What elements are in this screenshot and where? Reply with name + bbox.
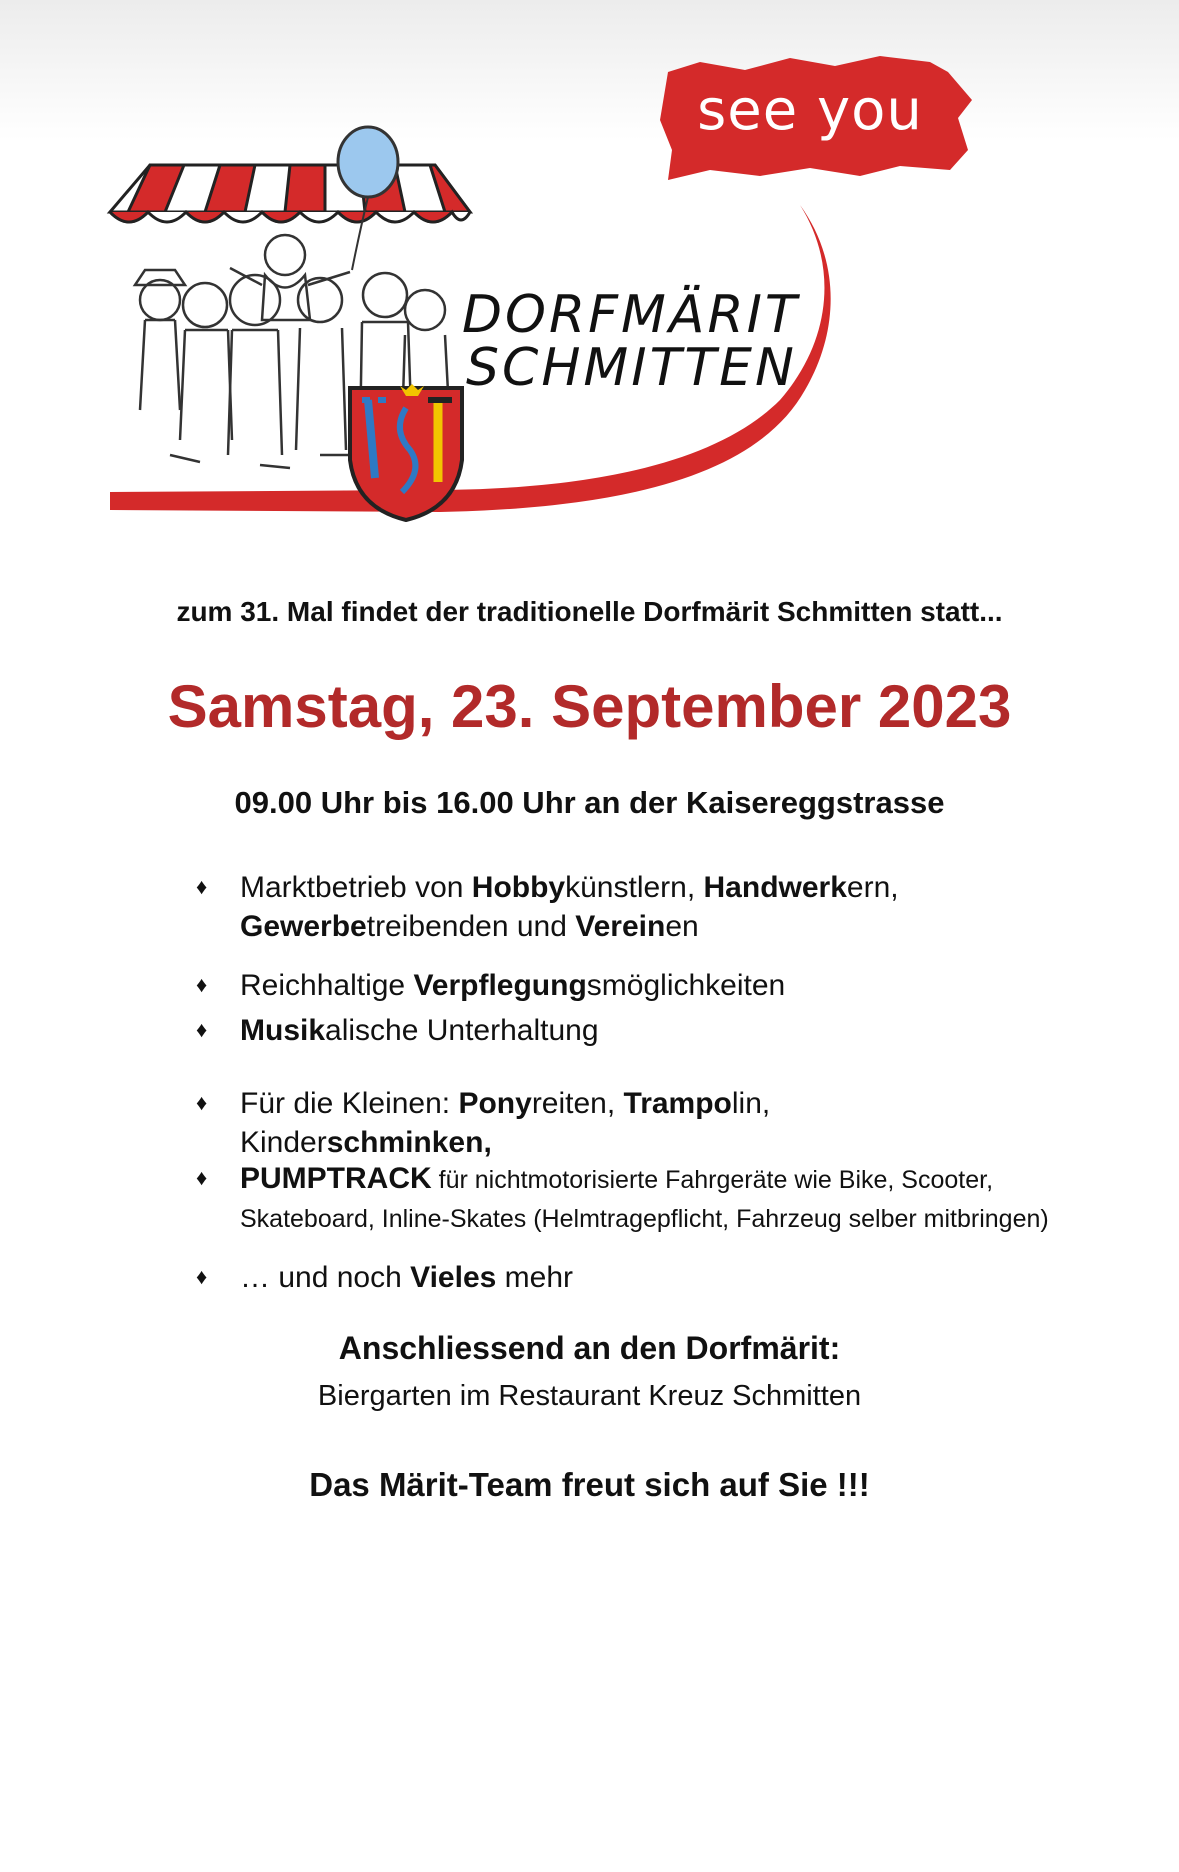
after-market-title: Anschliessend an den Dorfmärit: — [338, 1330, 841, 1366]
event-date: Samstag, 23. September 2023 — [167, 673, 1012, 740]
bullet-icon: ♦ — [196, 874, 208, 899]
intro-text: zum 31. Mal findet der traditionelle Dorfmärit Schmitten statt... — [176, 596, 1003, 627]
event-time-location: 09.00 Uhr bis 16.00 Uhr an der Kaisereggstrasse — [234, 785, 945, 820]
feature-text: PUMPTRACK für nichtmotorisierte Fahrgeräte wie Bike, Scooter, Skateboard, Inline-Skates (Helmtragepflicht, Fahrzeug selber mitbringen) — [240, 1162, 1049, 1233]
closing-text: Das Märit-Team freut sich auf Sie !!! — [309, 1466, 870, 1503]
bullet-icon: ♦ — [196, 972, 208, 997]
bullet-icon: ♦ — [196, 1264, 208, 1289]
bullet-icon: ♦ — [196, 1165, 208, 1190]
bullet-icon: ♦ — [196, 1090, 208, 1115]
feature-text: Für die Kleinen: Ponyreiten, Trampolin, Kinderschminken, — [240, 1087, 771, 1159]
feature-text: … und noch Vieles mehr — [240, 1261, 574, 1294]
feature-text: Musikalische Unterhaltung — [240, 1014, 599, 1047]
coat-of-arms — [350, 384, 462, 520]
see-you-text: see you — [697, 78, 923, 143]
bullet-icon: ♦ — [196, 1017, 208, 1042]
event-logo — [0, 0, 1179, 540]
brand-line-2: SCHMITTEN — [466, 338, 797, 398]
brand-line-1: DORFMÄRIT — [462, 285, 800, 345]
feature-text: Marktbetrieb von Hobbykünstlern, Handwerkern, Gewerbetreibenden und Vereinen — [240, 871, 899, 943]
after-market-text: Biergarten im Restaurant Kreuz Schmitten — [317, 1380, 862, 1412]
feature-text: Reichhaltige Verpflegungsmöglichkeiten — [240, 969, 786, 1002]
logo-graphic — [0, 0, 1179, 540]
awning — [110, 165, 470, 222]
